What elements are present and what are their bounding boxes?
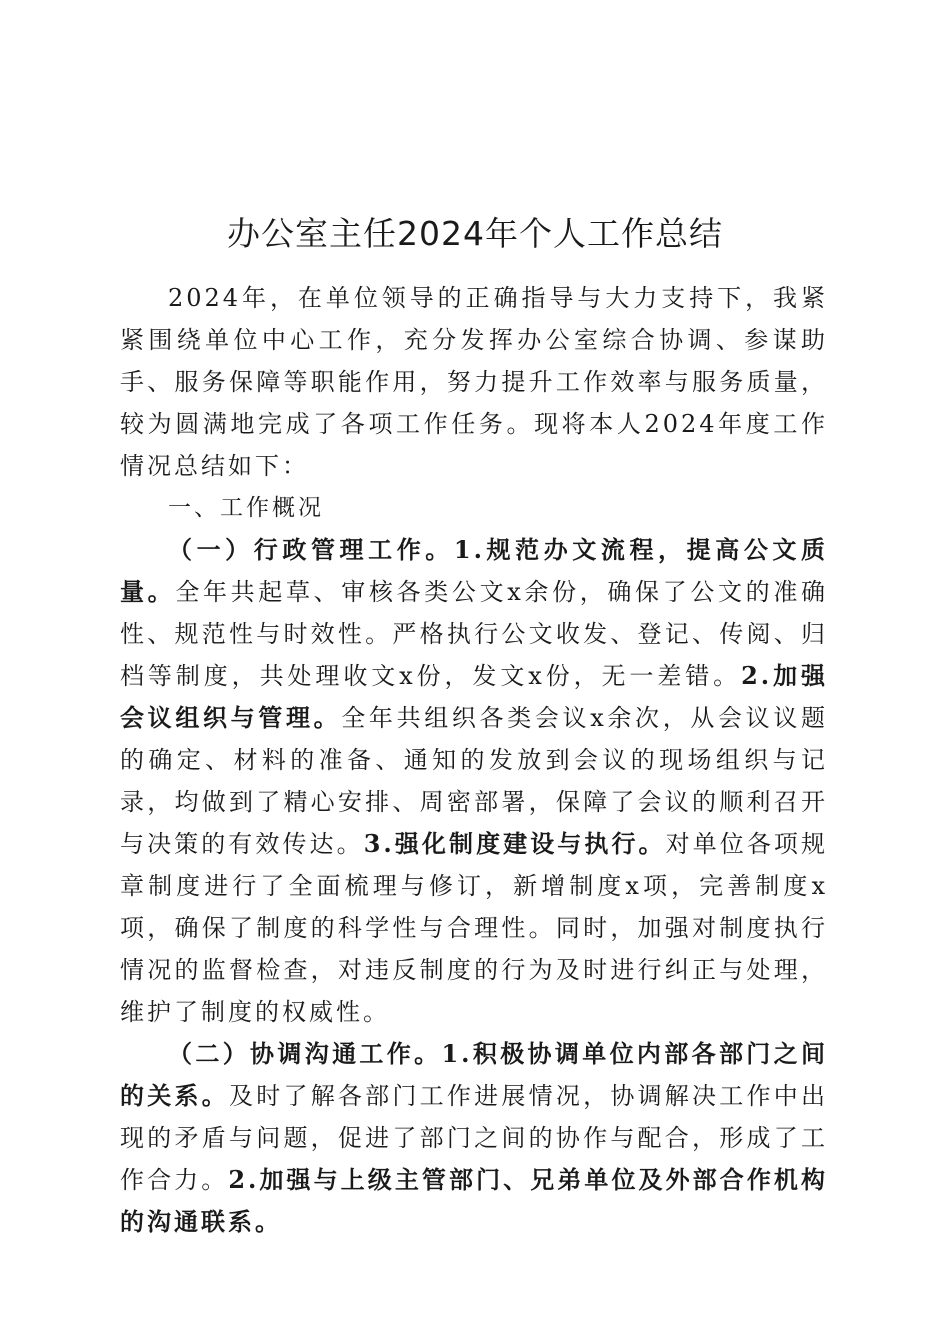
sub2-lead: （二）协调沟通工作。1.积极协调单位内部各部门之间的关系。	[120, 1039, 828, 1110]
section-heading-work-overview: 一、工作概况	[168, 495, 324, 521]
sub1-point3: 3.强化制度建设与执行。	[363, 829, 666, 858]
sub1-text1: 全年共起草、审核各类公文x余份，确保了公文的准确性、规范性与时效性。严格执行公文收发、登记、传阅、归档等制度，共处理收文x份，发文x份，无一差错。	[120, 578, 828, 690]
sub1-point2: 2.加强会议组织与管理。	[120, 661, 828, 732]
sub2-text1: 及时了解各部门工作进展情况，协调解决工作中出现的矛盾与问题，促进了部门之间的协作与配合，形成了工作合力。	[120, 1082, 829, 1194]
sub1-text3: 对单位各项规章制度进行了全面梳理与修订，新增制度x项，完善制度x项，确保了制度的科学性与合理性。同时，加强对制度执行情况的监督检查，对违反制度的行为及时进行纠正与处理，维护了制度的权威性。	[120, 830, 829, 1026]
sub1-lead: （一）行政管理工作。1.规范办文流程，提高公文质量。	[120, 535, 828, 606]
sub2-point2: 2.加强与上级主管部门、兄弟单位及外部合作机构的沟通联系。	[120, 1165, 828, 1236]
document-title: 办公室主任2024年个人工作总结	[227, 214, 723, 253]
paragraph-administrative-work	[120, 529, 828, 1033]
sub1-text2: 全年共组织各类会议x余次，从会议议题的确定、材料的准备、通知的发放到会议的现场组织与记录，均做到了精心安排、周密部署，保障了会议的顺利召开与决策的有效传达。	[120, 704, 828, 858]
paragraph-coordination-work	[120, 1033, 828, 1243]
intro-paragraph: 2024年，在单位领导的正确指导与大力支持下，我紧紧围绕单位中心工作，充分发挥办公室综合协调、参谋助手、服务保障等职能作用，努力提升工作效率与服务质量，较为圆满地完成了各项工作任务。现将本人2024年度工作情况总结如下：	[120, 284, 828, 480]
document-body	[120, 277, 828, 1243]
